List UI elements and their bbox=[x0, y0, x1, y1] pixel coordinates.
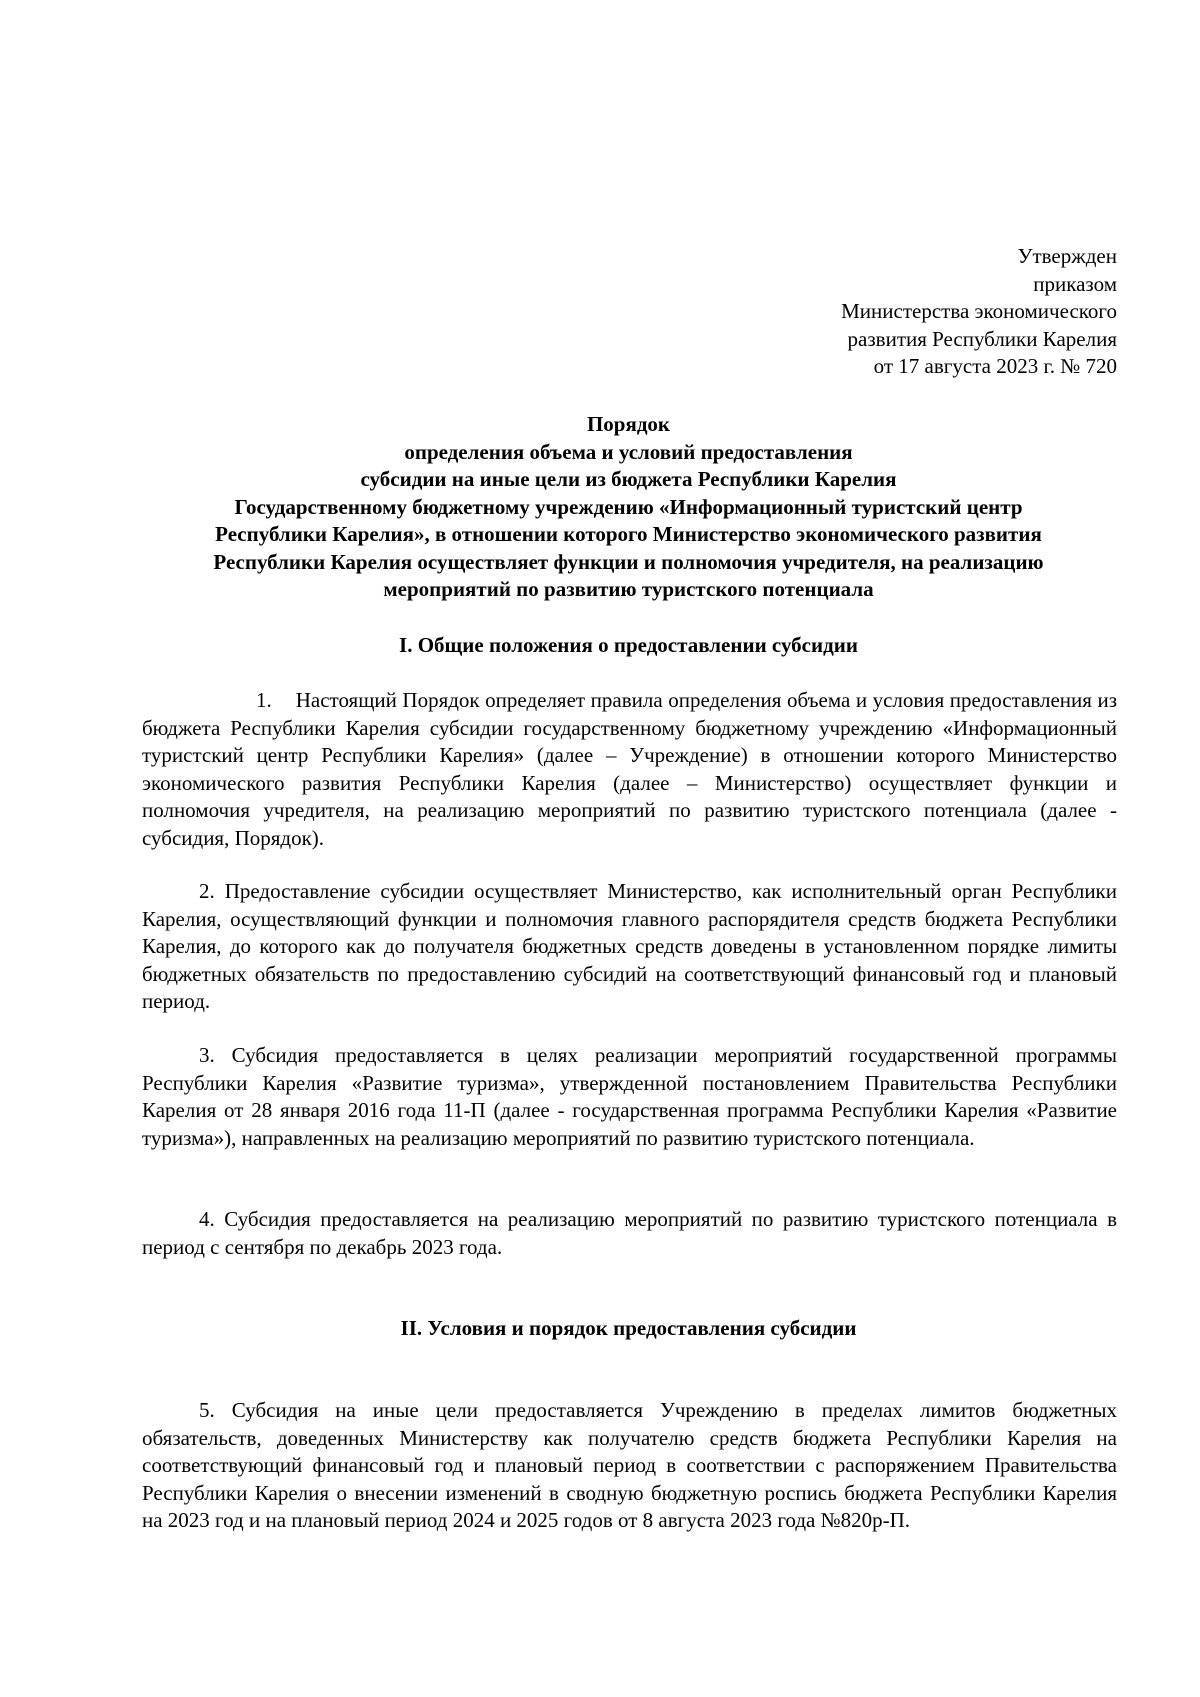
paragraph-text: Настоящий Порядок определяет правила определения объема и условия предоставления из бюджета Республики Карелия субсидии государственному бюджетному учреждению «Информационный туристский центр Республики Карелия» (далее – Учреждение) в отношении которого Министерство экономического развития Республики Карелия (далее – Министерство) осуществляет функции и полномочия учредителя, на реализацию мероприятий по развитию туристского потенциала (далее - субсидия, Порядок). bbox=[142, 688, 1117, 850]
document-title bbox=[140, 411, 1117, 604]
approval-line: от 17 августа 2023 г. № 720 bbox=[873, 354, 1117, 378]
section-heading-1: I. Общие положения о предоставлении субсидии bbox=[399, 633, 858, 657]
paragraph-2: 2. Предоставление субсидии осуществляет Министерство, как исполнительный орган Республики Карелия, осуществляющий функции и полномочия главного распорядителя средств бюджета Республики Карелия, до которого как до получателя бюджетных средств доведены в установленном порядке лимиты бюджетных обязательств по предоставлению субсидий на соответствующий финансовый год и плановый период. bbox=[142, 879, 1117, 1013]
approval-stamp bbox=[697, 243, 1117, 381]
approval-line: приказом bbox=[1033, 271, 1117, 296]
paragraph-3: 3. Субсидия предоставляется в целях реализации мероприятий государственной программы Республики Карелия «Развитие туризма», утвержденной постановлением Правительства Республики Карелия от 28 января 2016 года 11-П (далее - государственная программа Республики Карелия «Развитие туризма»), направленных на реализацию мероприятий по развитию туристского потенциала. bbox=[142, 1043, 1117, 1150]
paragraph-4: 4. Субсидия предоставляется на реализацию мероприятий по развитию туристского потенциала в период с сентября по декабрь 2023 года. bbox=[142, 1207, 1117, 1259]
paragraph-5: 5. Субсидия на иные цели предоставляется Учреждению в пределах лимитов бюджетных обязательств, доведенных Министерству как получателю средств бюджета Республики Карелия на соответствующий финансовый год и плановый период в соответствии с распоряжением Правительства Республики Карелия о внесении изменений в сводную бюджетную роспись бюджета Республики Карелия на 2023 год и на плановый период 2024 и 2025 годов от 8 августа 2023 года №820р-П. bbox=[142, 1398, 1117, 1532]
title-line: мероприятий по развитию туристского потенциала bbox=[383, 577, 874, 601]
paragraph-1 bbox=[142, 687, 1117, 852]
title-line: Республики Карелия осуществляет функции и полномочия учредителя, на реализацию bbox=[213, 549, 1044, 574]
approval-line: Министерства экономического bbox=[841, 299, 1117, 323]
title-line: Государственному бюджетному учреждению «Информационный туристский центр bbox=[234, 494, 1023, 519]
title-line: определения объема и условий предоставления bbox=[404, 439, 853, 464]
section-heading-2: II. Условия и порядок предоставления субсидии bbox=[400, 1316, 857, 1340]
paragraph-number: 1. bbox=[256, 688, 272, 712]
title-line: субсидии на иные цели из бюджета Республики Карелия bbox=[360, 467, 897, 491]
approval-line: развития Республики Карелия bbox=[847, 326, 1117, 351]
title-line: Порядок bbox=[586, 412, 671, 436]
title-line: Республики Карелия», в отношении которого Министерство экономического развития bbox=[215, 522, 1042, 546]
approval-line: Утвержден bbox=[1017, 244, 1117, 268]
